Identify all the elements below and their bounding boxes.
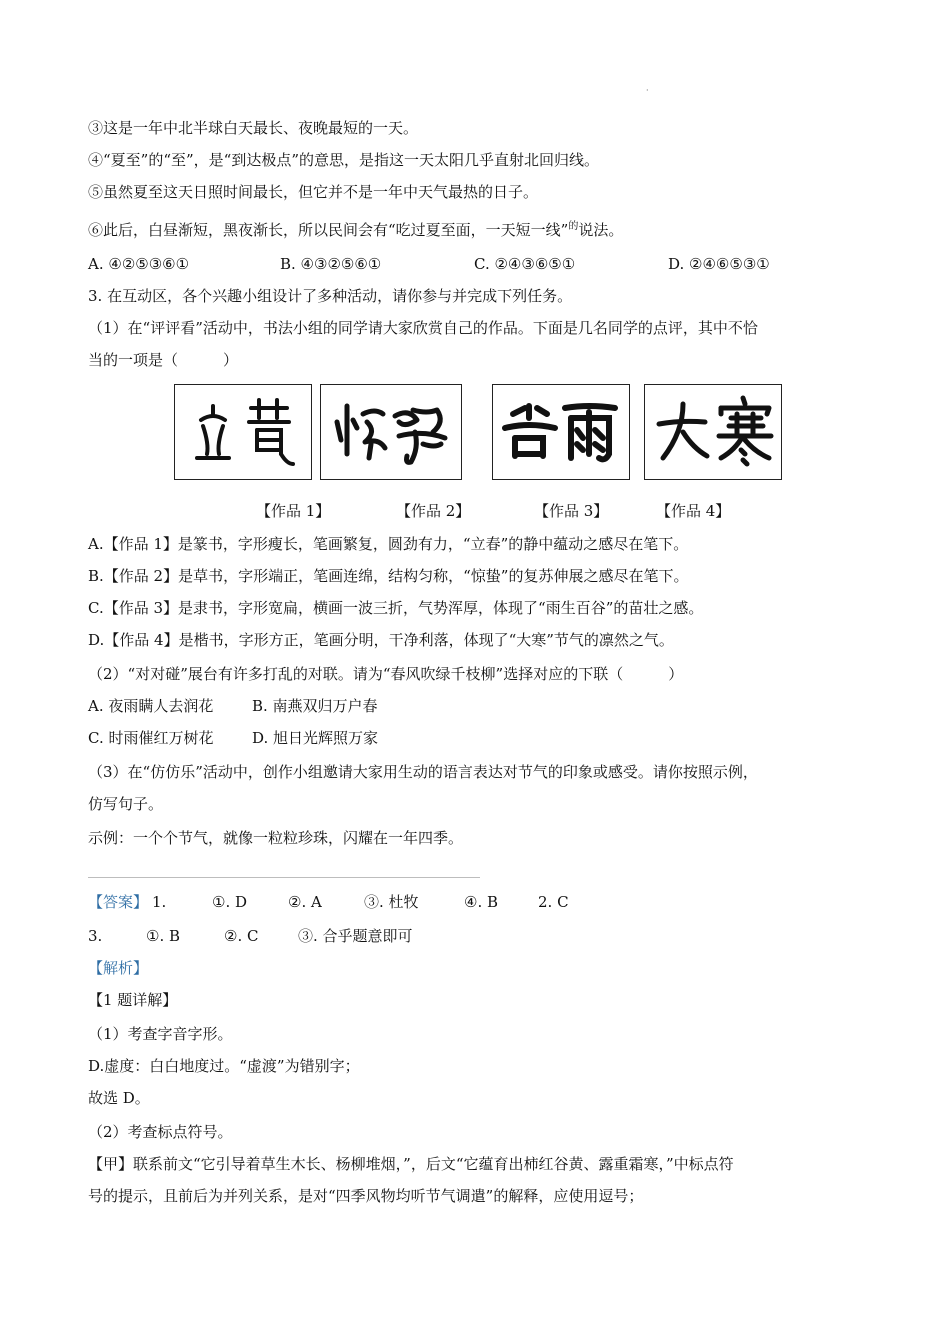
cursive-script-image	[327, 392, 455, 472]
section-divider	[88, 877, 480, 878]
answer-1-label: 1.	[152, 893, 167, 911]
question-3-1-option-a: A.【作品 1】是篆书，字形瘦长，笔画繁复，圆劲有力，“立春”的静中蕴动之感尽在笔下。	[88, 535, 689, 553]
question-3-1-option-b: B.【作品 2】是草书，字形端正，笔画连绵，结构匀称，“惊蛰”的复苏伸展之感尽在笔下。	[88, 567, 689, 585]
answer-3-1: ①. B	[146, 927, 181, 945]
answer-tag: 【答案】	[88, 893, 149, 911]
question-3-1-option-d: D.【作品 4】是楷书，字形方正，笔画分明，干净利落，体现了“大寒”节气的凛然之气。	[88, 631, 674, 649]
analysis-tag: 【解析】	[88, 959, 149, 977]
question-3-3-line2: 仿写句子。	[88, 795, 164, 813]
regular-script-image	[651, 392, 775, 472]
analysis-line-2: （1）考查字音字形。	[88, 1025, 233, 1043]
answer-3-2: ②. C	[224, 927, 259, 945]
answer-3-label: 3.	[88, 927, 103, 945]
order-option-a: A. ④②⑤③⑥①	[88, 255, 190, 273]
analysis-line-7: 号的提示，且前后为并列关系，是对“四季风物均听节气调遣”的解释，应使用逗号；	[88, 1187, 644, 1205]
superscript-char: 的	[568, 221, 579, 232]
order-item-3: ③这是一年中北半球白天最长、夜晚最短的一天。	[88, 119, 419, 137]
answer-1-4: ④. B	[464, 893, 499, 911]
question-3-2-option-a: A. 夜雨瞒人去润花	[88, 697, 214, 715]
answer-2: 2. C	[538, 893, 569, 911]
question-3-2-option-d: D. 旭日光辉照万家	[252, 729, 379, 747]
order-item-4: ④“夏至”的“至”，是“到达极点”的意思，是指这一天太阳几乎直射北回归线。	[88, 151, 600, 169]
analysis-line-1: 【1 题详解】	[88, 991, 178, 1009]
question-3-3-line1: （3）在“仿仿乐”活动中，创作小组邀请大家用生动的语言表达对节气的印象或感受。请你按照示例，	[88, 763, 758, 781]
order-option-d: D. ②④⑥⑤③①	[668, 255, 770, 273]
question-3-3-example: 示例：一个个节气，就像一粒粒珍珠，闪耀在一年四季。	[88, 829, 464, 847]
question-3-1-option-c: C.【作品 3】是隶书，字形宽扁，横画一波三折，气势浑厚，体现了“雨生百谷”的苗壮之感。	[88, 599, 704, 617]
question-3-1-line2: 当的一项是（ ）	[88, 351, 239, 369]
order-option-b: B. ④③②⑤⑥①	[280, 255, 382, 273]
seal-script-image	[183, 392, 303, 472]
answer-1-3: ③. 杜牧	[364, 893, 419, 911]
calligraphy-work-1	[174, 384, 312, 480]
work-caption-2: 【作品 2】	[396, 502, 471, 520]
analysis-line-6: 【甲】联系前文“它引导着草生木长、杨柳堆烟，”，后文“它蕴育出柿红谷黄、露重霜寒，”中标点符	[88, 1155, 734, 1173]
question-3-2: （2）“对对碰”展台有许多打乱的对联。请为“春风吹绿千枝柳”选择对应的下联（ ）	[88, 665, 684, 683]
order-item-5: ⑤虽然夏至这天日照时间最长，但它并不是一年中天气最热的日子。	[88, 183, 539, 201]
order-item-6: ⑥此后，白昼渐短，黑夜渐长，所以民间会有“吃过夏至面，一天短一线”$^的$说法。	[88, 221, 624, 239]
calligraphy-work-4	[644, 384, 782, 480]
question-3-2-option-b: B. 南燕双归万户春	[252, 697, 378, 715]
question-3-1-line1: （1）在“评评看”活动中，书法小组的同学请大家欣赏自己的作品。下面是几名同学的点评，其中不恰	[88, 319, 758, 337]
order-option-c: C. ②④③⑥⑤①	[474, 255, 576, 273]
calligraphy-work-2	[320, 384, 462, 480]
question-3-stem: 3. 在互动区，各个兴趣小组设计了多种活动，请你参与并完成下列任务。	[88, 287, 573, 305]
work-caption-1: 【作品 1】	[256, 502, 331, 520]
work-caption-4: 【作品 4】	[656, 502, 731, 520]
answer-3-3: ③. 合乎题意即可	[298, 927, 413, 945]
answer-1-1: ①. D	[212, 893, 248, 911]
header-mark: ·	[646, 86, 649, 95]
question-3-2-option-c: C. 时雨催红万树花	[88, 729, 214, 747]
calligraphy-work-3	[492, 384, 630, 480]
answer-1-2: ②. A	[288, 893, 322, 911]
analysis-line-4: 故选 D。	[88, 1089, 150, 1107]
calligraphy-works	[170, 384, 790, 484]
work-caption-3: 【作品 3】	[534, 502, 609, 520]
clerical-script-image	[499, 392, 623, 472]
analysis-line-5: （2）考查标点符号。	[88, 1123, 233, 1141]
analysis-line-3: D.虚度：白白地度过。“虚渡”为错别字；	[88, 1057, 360, 1075]
